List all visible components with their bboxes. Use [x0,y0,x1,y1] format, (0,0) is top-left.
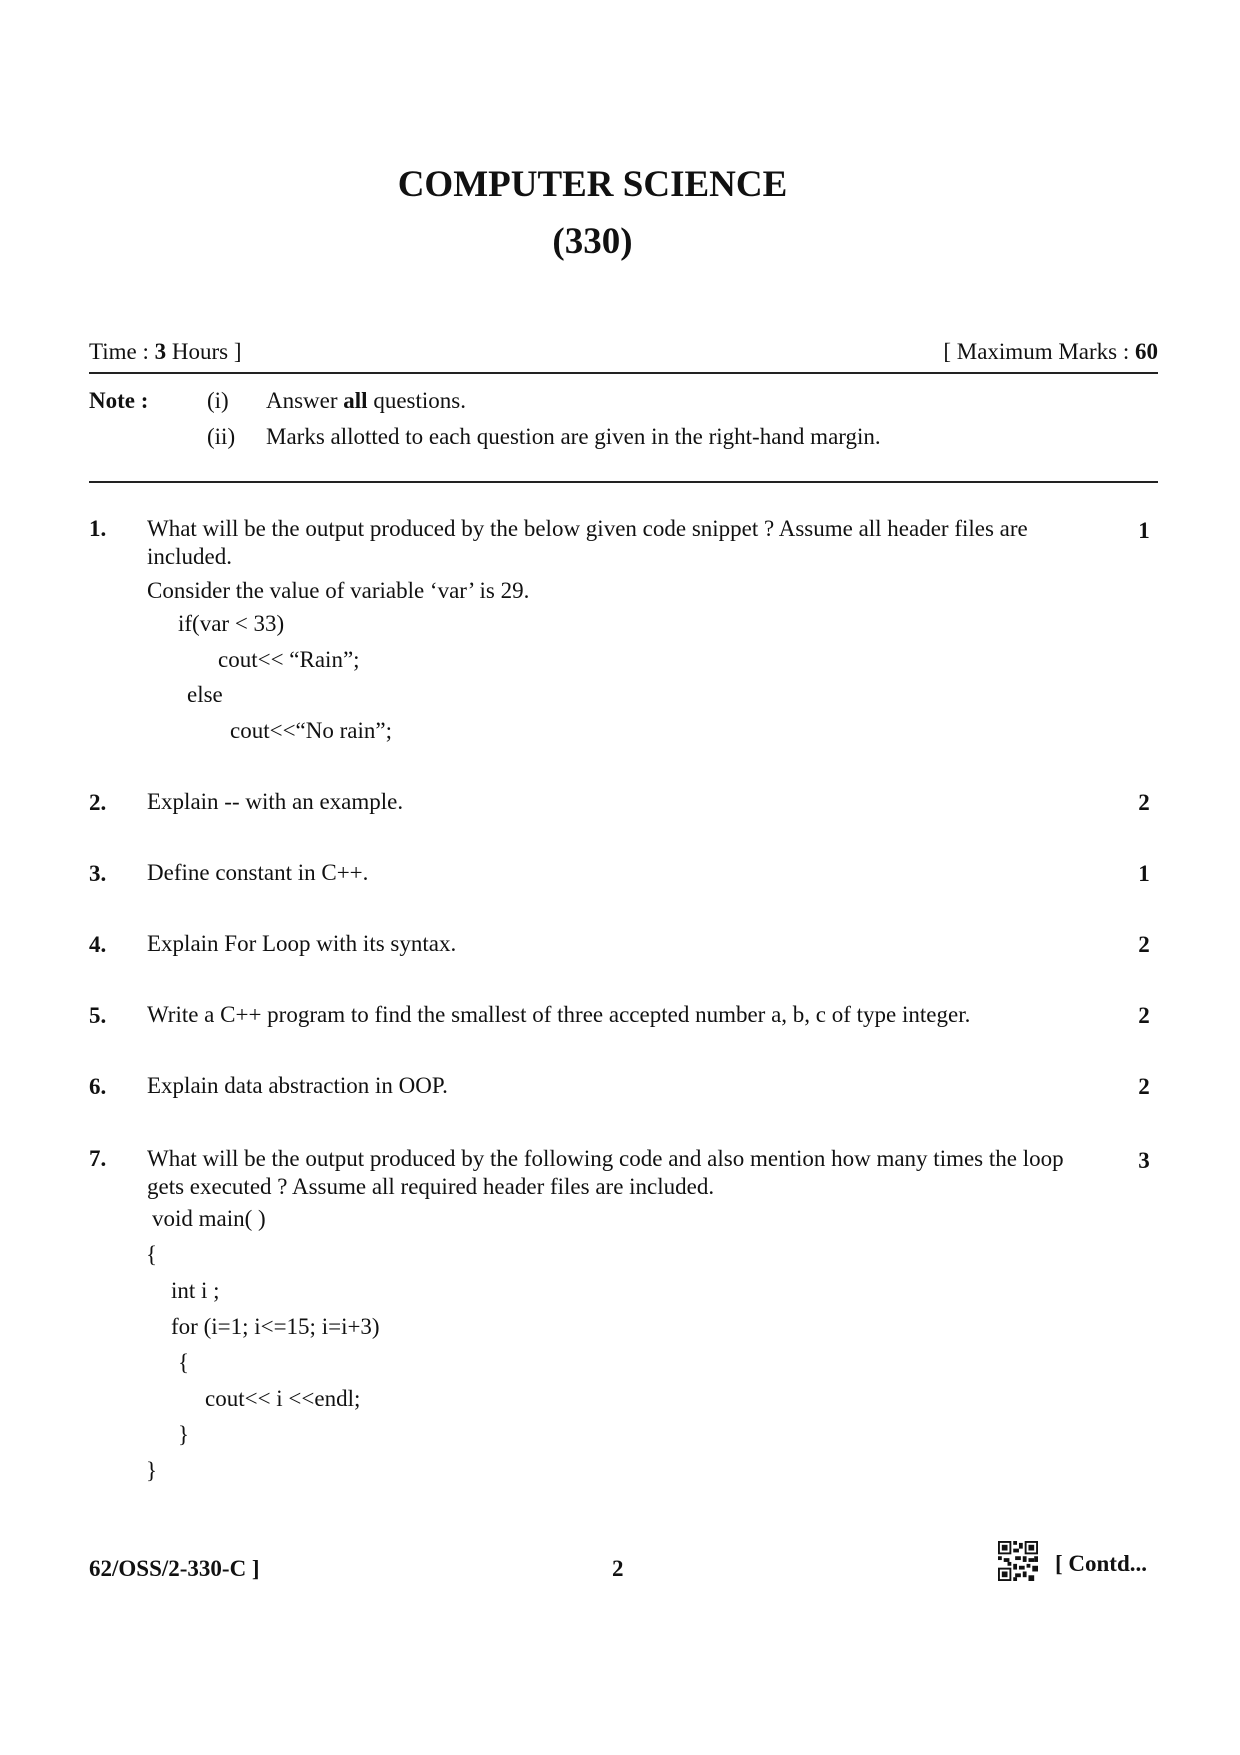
code-line: cout<< i <<endl; [205,1386,361,1411]
question-text: What will be the output produced by the following code and also mention how many times the loop gets executed ? Assume all required header files are included. [147,1146,1064,1199]
subject-code: (330) [552,221,633,262]
code-line: { [178,1350,190,1375]
question-text: Write a C++ program to find the smallest of three accepted number a, b, c of type integer. [147,1002,971,1027]
page-title: COMPUTER SCIENCE [397,164,788,205]
question-subtext: Consider the value of variable ‘var’ is 29. [147,578,530,603]
question-marks: 2 [1138,1003,1150,1028]
time-value: 3 [154,339,167,364]
time-info: Time : 3 Hours ] [89,339,242,364]
question-text: Explain For Loop with its syntax. [147,931,457,956]
question-number: 1. [89,516,107,541]
note-label: Note : [89,388,149,413]
code-line: int i ; [171,1278,220,1303]
question-text: Explain data abstraction in OOP. [147,1073,448,1098]
qr-code-icon [998,1541,1038,1581]
continued-label: [ Contd... [1055,1551,1148,1576]
question-number: 5. [89,1003,107,1028]
code-line: cout<<“No rain”; [230,718,392,743]
code-line: { [146,1242,158,1267]
question-number: 3. [89,861,107,886]
code-line: cout<< “Rain”; [218,647,360,672]
question-marks: 2 [1138,790,1150,815]
page-number: 2 [612,1556,624,1581]
question-marks: 2 [1138,932,1150,957]
question-marks: 3 [1138,1148,1150,1173]
question-number: 4. [89,932,107,957]
question-marks: 2 [1138,1074,1150,1099]
code-line: void main( ) [152,1206,266,1231]
code-line: for (i=1; i<=15; i=i+3) [171,1314,380,1339]
question-marks: 1 [1138,518,1150,543]
question-number: 2. [89,790,107,815]
question-text: Define constant in C++. [147,860,369,885]
note-item-text: Answer all questions. [266,388,466,413]
note-item-number: (i) [207,388,229,413]
code-line: } [146,1458,158,1483]
question-text: Explain -- with an example. [147,789,404,814]
note-item-text: Marks allotted to each question are given in the right-hand margin. [266,424,881,449]
max-marks-info: [ Maximum Marks : 60 [943,339,1158,364]
code-line: } [178,1422,190,1447]
question-number: 6. [89,1074,107,1099]
code-line: if(var < 33) [178,611,285,636]
header-divider [89,372,1158,374]
note-divider [89,481,1158,483]
question-marks: 1 [1138,861,1150,886]
note-item-number: (ii) [207,424,236,449]
question-number: 7. [89,1146,107,1171]
question-text: What will be the output produced by the below given code snippet ? Assume all header files are included. [147,516,1028,569]
paper-code: 62/OSS/2-330-C ] [89,1556,260,1581]
code-line: else [187,682,223,707]
max-marks-value: 60 [1135,339,1158,364]
